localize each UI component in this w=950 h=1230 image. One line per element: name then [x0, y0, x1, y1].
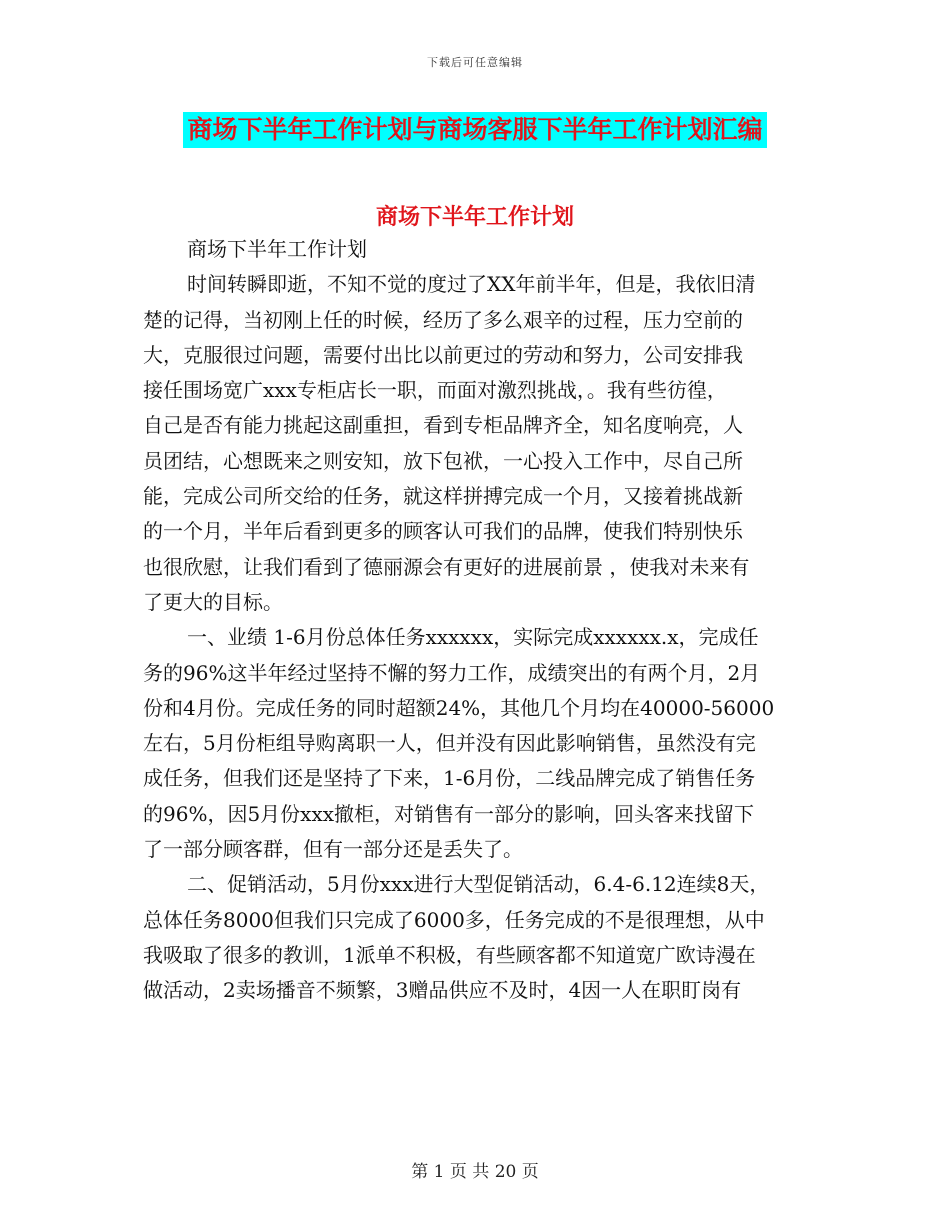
- paragraph-line: 左右，5月份柜组导购离职一人，但并没有因此影响销售，虽然没有完: [143, 731, 756, 756]
- paragraph-line: 了更大的目标。: [143, 589, 283, 614]
- paragraph-line: 接任围场宽广xxx专柜店长一职，而面对激烈挑战，。我有些彷徨，: [143, 378, 727, 403]
- paragraph-line: 了一部分顾客群，但有一部分还是丢失了。: [143, 837, 523, 862]
- paragraph-line: 我吸取了很多的教训，1派单不积极，有些顾客都不知道宽广欧诗漫在: [143, 942, 756, 967]
- paragraph-line: 商场下半年工作计划: [187, 237, 367, 261]
- paragraph-line: 楚的记得，当初刚上任的时候，经历了多么艰辛的过程，压力空前的: [143, 307, 743, 332]
- paragraph-line: 大，克服很过问题，需要付出比以前更过的劳动和努力，公司安排我: [143, 342, 743, 367]
- page-header-note: 下载后可任意编辑: [427, 56, 523, 69]
- section-title: 商场下半年工作计划: [375, 205, 574, 230]
- main-title-container: [0, 112, 950, 148]
- paragraph-line: 总体任务8000但我们只完成了6000多，任务完成的不是很理想，从中: [143, 907, 765, 932]
- paragraph-line: 员团结，心想既来之则安知，放下包袱，一心投入工作中，尽自己所: [143, 448, 743, 473]
- paragraph-line: 份和4月份。完成任务的同时超额24%，其他几个月均在40000-56000: [143, 695, 775, 720]
- paragraph-line: 二、促销活动，5月份xxx进行大型促销活动，6.4-6.12连续8天，: [187, 872, 770, 897]
- paragraph-line: 自己是否有能力挑起这副重担，看到专柜品牌齐全，知名度响亮，人: [143, 413, 743, 438]
- document-body: [143, 232, 811, 1009]
- main-title: 商场下半年工作计划与商场客服下半年工作计划汇编: [183, 112, 766, 148]
- paragraph-line: 能，完成公司所交给的任务，就这样拼搏完成一个月，又接着挑战新: [143, 484, 743, 509]
- paragraph-line: 一、业绩 1-6月份总体任务xxxxxx，实际完成xxxxxx.x，完成任: [187, 625, 759, 650]
- paragraph-line: 的96%，因5月份xxx撤柜，对销售有一部分的影响，回头客来找留下: [143, 801, 755, 826]
- page-indicator: 第 1 页 共 20 页: [411, 1162, 539, 1182]
- paragraph-line: 也很欣慰，让我们看到了德丽源会有更好的进展前景 ，使我对未来有: [143, 554, 750, 579]
- paragraph-line: 成任务，但我们还是坚持了下来，1-6月份，二线品牌完成了销售任务: [143, 766, 756, 791]
- paragraph-line: 做活动，2卖场播音不频繁，3赠品供应不及时，4因一人在职盯岗有: [143, 978, 742, 1003]
- paragraph-line: 时间转瞬即逝，不知不觉的度过了XX年前半年，但是，我依旧清: [187, 272, 756, 297]
- paragraph-line: 的一个月，半年后看到更多的顾客认可我们的品牌，使我们特别快乐: [143, 519, 743, 544]
- paragraph-line: 务的96%这半年经过坚持不懈的努力工作，成绩突出的有两个月，2月: [143, 660, 761, 685]
